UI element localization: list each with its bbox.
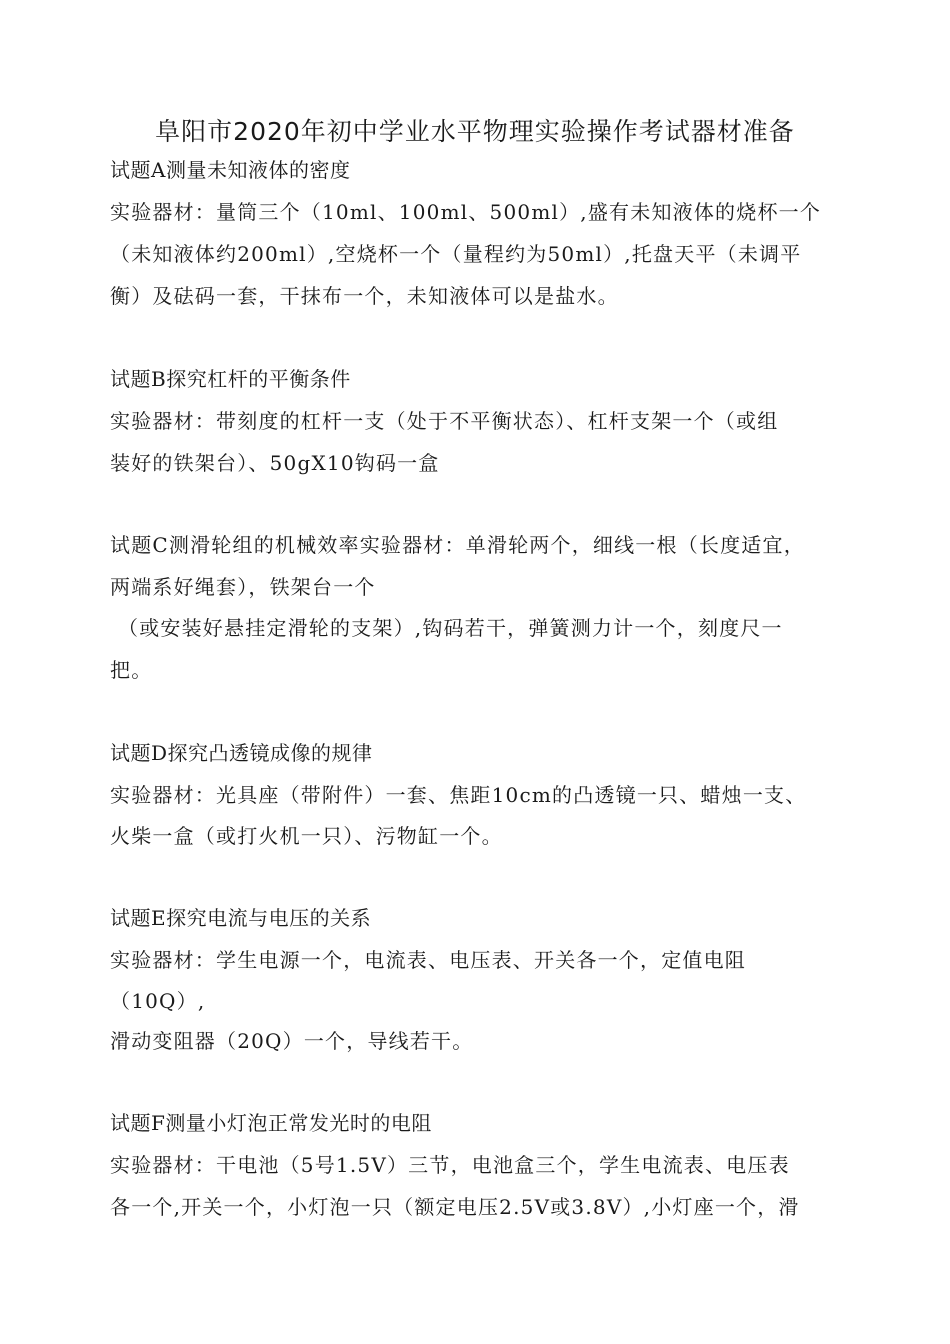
- section-d-line-2: 火柴一盒（或打火机一只）、污物缸一个。: [110, 824, 503, 848]
- section-c-line-1: 试题C测滑轮组的机械效率实验器材：单滑轮两个，细线一根（长度适宜，: [110, 533, 805, 557]
- section-heading-f: 试题F测量小灯泡正常发光时的电阻: [110, 1111, 432, 1135]
- section-b-line-1: 实验器材：带刻度的杠杆一支（处于不平衡状态）、杠杆支架一个（或组: [110, 409, 779, 433]
- section-a-line-1: 实验器材：量筒三个（10ml、100ml、500ml）,盛有未知液体的烧杯一个: [110, 200, 822, 224]
- section-heading-d: 试题D探究凸透镜成像的规律: [110, 741, 373, 765]
- section-f-line-2: 各一个,开关一个，小灯泡一只（额定电压2.5V或3.8V）,小灯座一个，滑: [110, 1195, 800, 1219]
- section-c-line-3: （或安装好悬挂定滑轮的支架）,钩码若干，弹簧测力计一个，刻度尺一: [118, 616, 783, 640]
- section-e-line-1: 实验器材：学生电源一个，电流表、电压表、开关各一个，定值电阻: [110, 948, 746, 972]
- section-a-line-2: （未知液体约200ml）,空烧杯一个（量程约为50ml）,托盘天平（未调平: [110, 242, 802, 266]
- section-c-line-2: 两端系好绳套），铁架台一个: [110, 575, 376, 599]
- page-title: 阜阳市2020年初中学业水平物理实验操作考试器材准备: [155, 117, 795, 146]
- section-heading-a: 试题A测量未知液体的密度: [110, 158, 351, 182]
- section-heading-e: 试题E探究电流与电压的关系: [110, 906, 372, 930]
- section-a-line-3: 衡）及砝码一套，干抹布一个，未知液体可以是盐水。: [110, 284, 619, 308]
- section-e-line-3: 滑动变阻器（20Q）一个，导线若干。: [110, 1029, 474, 1053]
- section-heading-b: 试题B探究杠杆的平衡条件: [110, 367, 351, 391]
- section-e-line-2: （10Q）,: [110, 989, 206, 1013]
- section-b-line-2: 装好的铁架台）、50gX10钩码一盒: [110, 451, 440, 475]
- section-d-line-1: 实验器材：光具座（带附件）一套、焦距10cm的凸透镜一只、蜡烛一支、: [110, 783, 807, 807]
- section-f-line-1: 实验器材：干电池（5号1.5V）三节，电池盒三个，学生电流表、电压表: [110, 1153, 790, 1177]
- section-c-line-4: 把。: [110, 658, 153, 682]
